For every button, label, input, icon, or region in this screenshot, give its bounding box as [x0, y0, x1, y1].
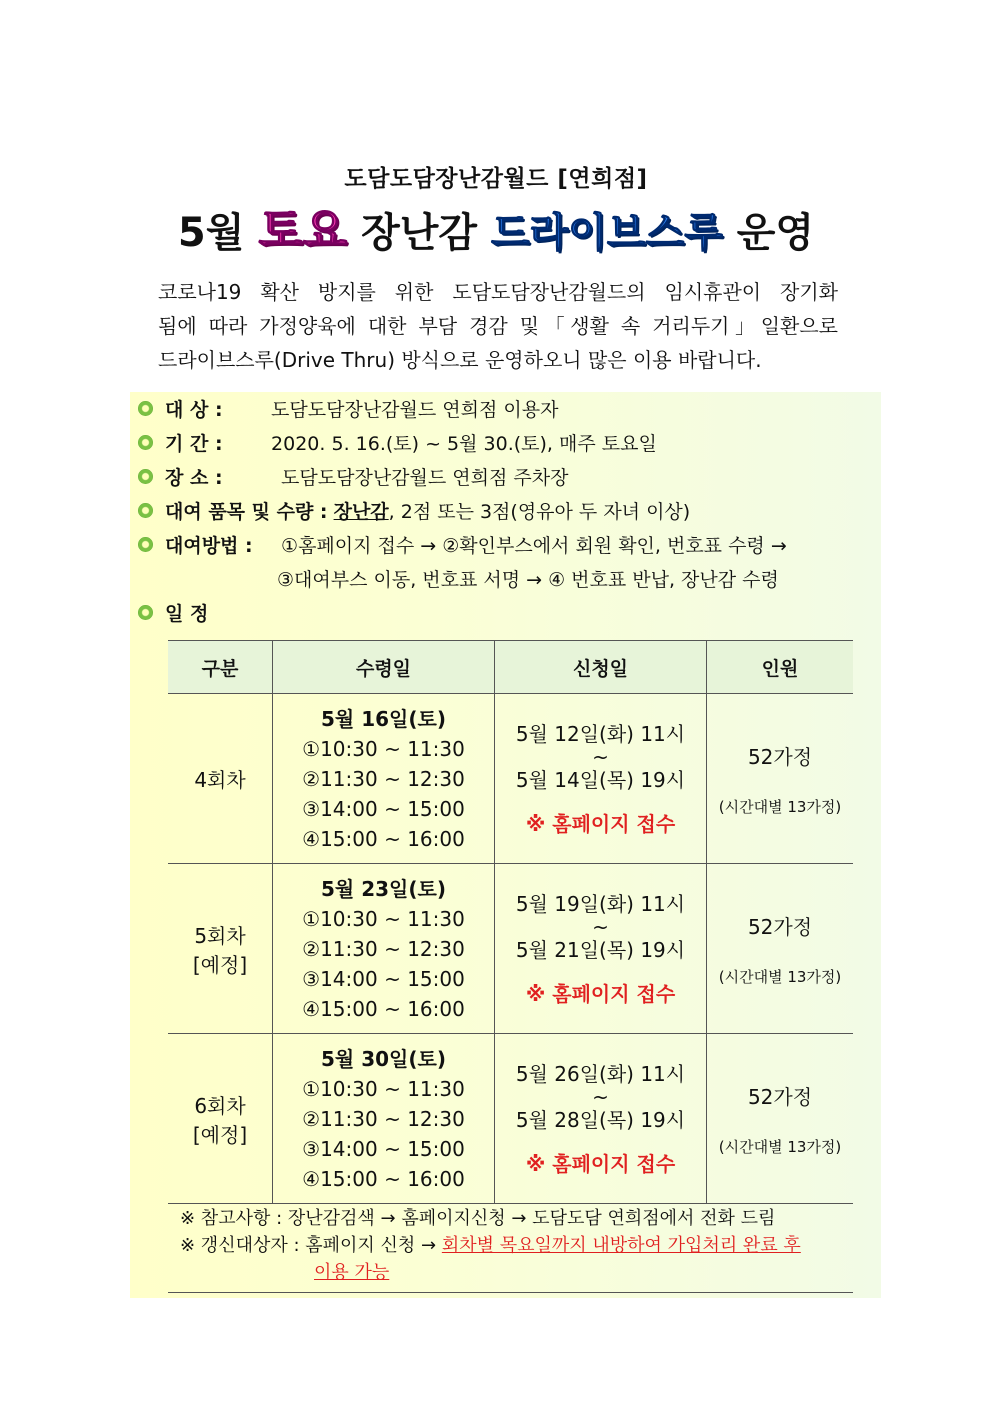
apply-start: 5월 12일(화) 11시 [515, 722, 686, 746]
pickup-cell [273, 864, 495, 1034]
time-slot: ①10:30 ~ 11:30 [302, 1077, 465, 1101]
time-slot: ④15:00 ~ 16:00 [302, 1167, 465, 1191]
people-cell [707, 694, 854, 864]
method-line2: ③대여부스 이동, 번호표 서명 → ④ 번호표 반납, 장난감 수령 [277, 569, 779, 591]
round-name: 6회차 [194, 1093, 246, 1118]
time-slot: ③14:00 ~ 15:00 [302, 797, 465, 821]
items-value: , 2점 또는 3점(영유아 두 자녀 이상) [388, 501, 691, 523]
note-renewal-prefix: ※ 갱신대상자 : 홈페이지 신청 → [180, 1235, 437, 1256]
note-renewal [168, 1232, 853, 1259]
apply-note: ※ 홈페이지 접수 [525, 812, 676, 836]
bullet-icon [138, 503, 153, 518]
target-value: 도담도담장난감월드 연희점 이용자 [271, 399, 559, 421]
table-row [168, 864, 853, 1034]
round-note: [예정] [192, 1122, 248, 1147]
intro-line: 코로나19 확산 방지를 위한 도담도담장난감월드의 임시휴관이 장기화 [158, 280, 838, 304]
time-slot: ③14:00 ~ 15:00 [302, 1137, 465, 1161]
title-month: 5월 [177, 210, 245, 256]
pickup-cell [273, 1034, 495, 1204]
header-round: 구분 [168, 641, 273, 694]
apply-cell [495, 864, 707, 1034]
title-toys: 장난감 [361, 210, 478, 256]
note-renewal-cont [168, 1259, 853, 1286]
schedule-table [168, 640, 853, 1204]
people-note: (시간대별 13가정) [718, 1137, 842, 1156]
apply-sep: ~ [592, 1085, 609, 1109]
header-people: 인원 [707, 641, 854, 694]
place-value: 도담도담장난감월드 연희점 주차장 [281, 467, 569, 489]
apply-end: 5월 14일(목) 19시 [515, 768, 686, 792]
round-note: [예정] [192, 952, 248, 977]
note-renewal-red: 회차별 목요일까지 내방하여 가입처리 완료 후 [441, 1235, 801, 1256]
round-name: 4회차 [194, 768, 246, 792]
header-pickup: 수령일 [273, 641, 495, 694]
apply-start: 5월 19일(화) 11시 [515, 892, 686, 916]
time-slot: ④15:00 ~ 16:00 [302, 997, 465, 1021]
apply-start: 5월 26일(화) 11시 [515, 1062, 686, 1086]
period-label: 기 간 : [165, 433, 223, 455]
apply-end: 5월 28일(목) 19시 [515, 1108, 686, 1132]
apply-end: 5월 21일(목) 19시 [515, 938, 686, 962]
bullet-icon [138, 401, 153, 416]
apply-note: ※ 홈페이지 접수 [525, 1152, 676, 1176]
pickup-date: 5월 30일(토) [321, 1047, 446, 1071]
note-renewal-red-cont: 이용 가능 [314, 1262, 390, 1283]
pickup-date: 5월 16일(토) [321, 707, 446, 731]
round-name: 5회차 [194, 923, 246, 948]
method-line1: ①홈페이지 접수 → ②확인부스에서 회원 확인, 번호표 수령 → [281, 535, 787, 557]
schedule-label: 일 정 [165, 603, 209, 625]
bullet-icon [138, 537, 153, 552]
document-subtitle: 도담도담장난감월드 [연희점] [344, 166, 648, 192]
info-items [138, 497, 690, 527]
apply-sep: ~ [592, 915, 609, 939]
intro-line: 드라이브스루(Drive Thru) 방식으로 운영하오니 많은 이용 바랍니다. [158, 348, 762, 372]
title-operation: 운영 [736, 210, 815, 256]
people-cell [707, 864, 854, 1034]
info-period [138, 429, 657, 459]
apply-sep: ~ [592, 745, 609, 769]
pickup-cell [273, 694, 495, 864]
header-apply: 신청일 [495, 641, 707, 694]
bullet-icon [138, 469, 153, 484]
info-schedule [138, 599, 208, 629]
document-title [0, 194, 992, 260]
title-saturday-highlight: 토요 [258, 203, 348, 257]
period-value: 2020. 5. 16.(토) ~ 5월 30.(토), 매주 토요일 [271, 433, 657, 455]
time-slot: ②11:30 ~ 12:30 [302, 767, 465, 791]
info-method-cont [277, 565, 779, 595]
time-slot: ②11:30 ~ 12:30 [302, 1107, 465, 1131]
people-cell [707, 1034, 854, 1204]
apply-cell [495, 1034, 707, 1204]
time-slot: ③14:00 ~ 15:00 [302, 967, 465, 991]
notes-section [168, 1205, 853, 1293]
place-label: 장 소 : [165, 467, 223, 489]
target-label: 대 상 : [165, 399, 223, 421]
time-slot: ②11:30 ~ 12:30 [302, 937, 465, 961]
bullet-icon [138, 605, 153, 620]
people-note: (시간대별 13가정) [718, 797, 842, 816]
round-cell [168, 864, 273, 1034]
items-label: 대여 품목 및 수량 : [165, 501, 328, 523]
round-cell [168, 694, 273, 864]
table-header-row [168, 641, 853, 694]
people-note: (시간대별 13가정) [718, 967, 842, 986]
people-count: 52가정 [747, 744, 813, 769]
table-row [168, 1034, 853, 1204]
apply-note: ※ 홈페이지 접수 [525, 982, 676, 1006]
time-slot: ①10:30 ~ 11:30 [302, 907, 465, 931]
info-method [138, 531, 787, 561]
note-reference: ※ 참고사항 : 장난감검색 → 홈페이지신청 → 도담도담 연희점에서 전화 드림 [180, 1208, 776, 1229]
table-row [168, 694, 853, 864]
time-slot: ①10:30 ~ 11:30 [302, 737, 465, 761]
pickup-date: 5월 23일(토) [321, 877, 446, 901]
intro-paragraph [158, 275, 838, 377]
items-underlined: 장난감 [333, 501, 389, 523]
info-target [138, 395, 558, 425]
intro-line: 됨에 따라 가정양육에 대한 부담 경감 및「생활 속 거리두기」일환으로 [158, 314, 838, 338]
info-place [138, 463, 568, 493]
apply-cell [495, 694, 707, 864]
people-count: 52가정 [747, 914, 813, 939]
round-cell [168, 1034, 273, 1204]
people-count: 52가정 [747, 1084, 813, 1109]
time-slot: ④15:00 ~ 16:00 [302, 827, 465, 851]
method-label: 대여방법 : [165, 535, 253, 557]
bullet-icon [138, 435, 153, 450]
title-drivethru-highlight: 드라이브스루 [491, 210, 723, 256]
